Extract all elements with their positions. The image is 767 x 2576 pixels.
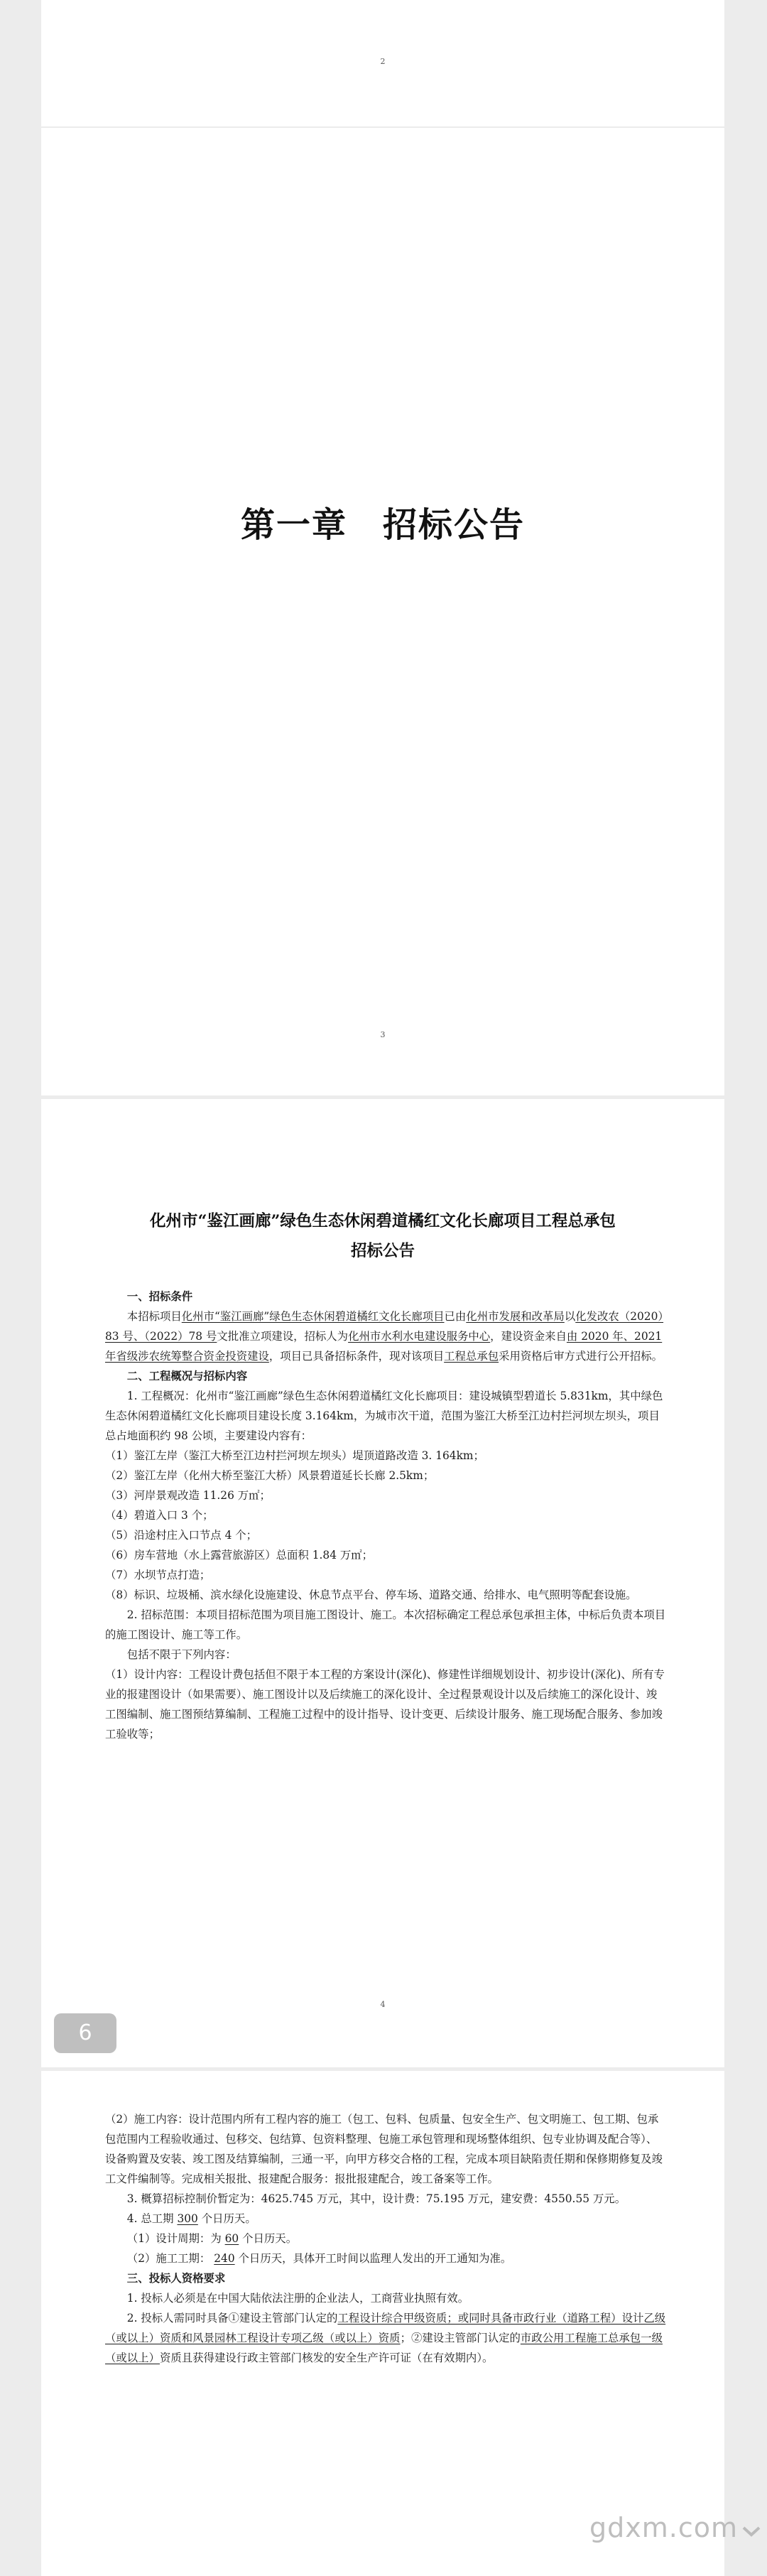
paragraph-qualifications: 2. 投标人需同时具备①建设主管部门认定的工程设计综合甲级资质；或同时具备市政行业（道路工程）设计乙级（或以上）资质和风景园林工程设计专项乙级（或以上）资质；②建设主管部门认定的市政公用工程施工总承包一级（或以上）资质且获得建设行政主管部门核发的安全生产许可证（在有效期内）。 — [105, 2312, 666, 2364]
document-page-2 — [41, 0, 724, 126]
paragraph-total-duration: 4. 总工期 300 个日历天。 — [126, 2212, 256, 2225]
paragraph: 2. 招标范围：本项目招标范围为项目施工图设计、施工。本次招标确定工程总承包承担主体，中标后负责本项目的施工图设计、施工等工作。 — [105, 1608, 666, 1641]
list-item: （7）水坝节点打造； — [105, 1569, 211, 1581]
page-number: 2 — [380, 57, 386, 66]
paragraph: 包括不限于下列内容： — [126, 1648, 236, 1661]
section-heading: 二、工程概况与招标内容 — [126, 1370, 248, 1382]
list-item: （8）标识、垃圾桶、滨水绿化设施建设、休息节点平台、停车场、道路交通、给排水、电气照明等配套设施。 — [105, 1589, 637, 1601]
list-item: （2）鉴江左岸（化州大桥至鉴江大桥）风景碧道延长长廊 2.5km； — [105, 1469, 435, 1482]
section-heading: 三、投标人资格要求 — [126, 2272, 226, 2285]
notice-title: 化州市“鉴江画廊”绿色生态休闲碧道橘红文化长廊项目工程总承包 — [150, 1212, 616, 1230]
notice-body — [105, 1287, 666, 1744]
notice-subtitle: 招标公告 — [350, 1242, 415, 1260]
chapter-title: 第一章 招标公告 — [240, 505, 525, 545]
section-heading: 一、招标条件 — [126, 1290, 193, 1303]
paragraph: （1）设计内容：工程设计费包括但不限于本工程的方案设计(深化)、修建性详细规划设计、初步设计(深化)、所有专业的报建图设计（如果需要）、施工图设计以及后续施工的深化设计、全过程景观设计以及后续施工的深化设计、竣工图编制、施工图预结算编制、工程施工过程中的设计指导、设计变更、后续设计服务、施工现场配合服务、参加竣工验收等； — [105, 1668, 665, 1741]
watermark: gdxm.com — [589, 2512, 763, 2543]
paragraph: （2）施工内容：设计范围内所有工程内容的施工（包工、包料、包质量、包安全生产、包文明施工、包工期、包承包范围内工程验收通过、包移交、包结算、包资料整理、包施工承包管理和现场整体组织、包专业协调及配合等）、设备购置及安装、竣工图及结算编制，三通一平，向甲方移交合格的工程，完成本项目缺陷责任期和保修期修复及竣工文件编制等。完成相关报批、报建配合服务：报批报建配合，竣工备案等工作。 — [105, 2113, 663, 2185]
paragraph-construction-period: （2）施工工期： 240 个日历天，具体开工时间以监理人发出的开工通知为准。 — [126, 2252, 512, 2265]
document-page-5 — [41, 2071, 724, 2576]
list-item: （6）房车营地（水上露营旅游区）总面积 1.84 万㎡； — [105, 1549, 374, 1562]
paragraph: 1. 工程概况：化州市“鉴江画廊”绿色生态休闲碧道橘红文化长廊项目：建设城镇型碧道长 5.831km，其中绿色生态休闲碧道橘红文化长廊项目建设长度 3.164km，为城市次干道，范围为鉴江大桥至江边村拦河坝左坝头，项目总占地面积约 98 公顷，主要建设内容有： — [105, 1390, 663, 1442]
page-indicator-badge[interactable]: 6 — [54, 2013, 116, 2053]
paragraph: 3. 概算招标控制价暂定为：4625.745 万元，其中，设计费：75.195 万元，建安费：4550.55 万元。 — [126, 2192, 626, 2205]
page-number: 4 — [380, 2000, 386, 2009]
paragraph-design-period: （1）设计周期：为 60 个日历天。 — [126, 2232, 298, 2245]
document-page-3 — [41, 128, 724, 1095]
page-number: 3 — [380, 1030, 386, 1039]
paragraph-tender-conditions: 本招标项目化州市“鉴江画廊”绿色生态休闲碧道橘红文化长廊项目已由化州市发展和改革局以化发改农（2020）83 号、（2022）78 号文批准立项建设，招标人为化州市水利水电建设服务中心，建设资金来自由 2020 年、2021 年省级涉农统筹整合资金投资建设，项目已具备招标条件，现对该项目工程总承包采用资格后审方式进行公开招标。 — [105, 1310, 664, 1363]
paragraph: 1. 投标人必须是在中国大陆依法注册的企业法人，工商营业执照有效。 — [126, 2292, 469, 2305]
list-item: （3）河岸景观改造 11.26 万㎡； — [105, 1489, 271, 1502]
document-page-4 — [41, 1099, 724, 2067]
list-item: （1）鉴江左岸（鉴江大桥至江边村拦河坝左坝头）堤顶道路改造 3. 164km； — [105, 1449, 484, 1462]
watermark-chevron-icon — [739, 2518, 763, 2542]
notice-body-continued — [105, 2109, 666, 2368]
list-item: （5）沿途村庄入口节点 4 个； — [105, 1529, 258, 1542]
list-item: （4）碧道入口 3 个； — [105, 1509, 214, 1522]
